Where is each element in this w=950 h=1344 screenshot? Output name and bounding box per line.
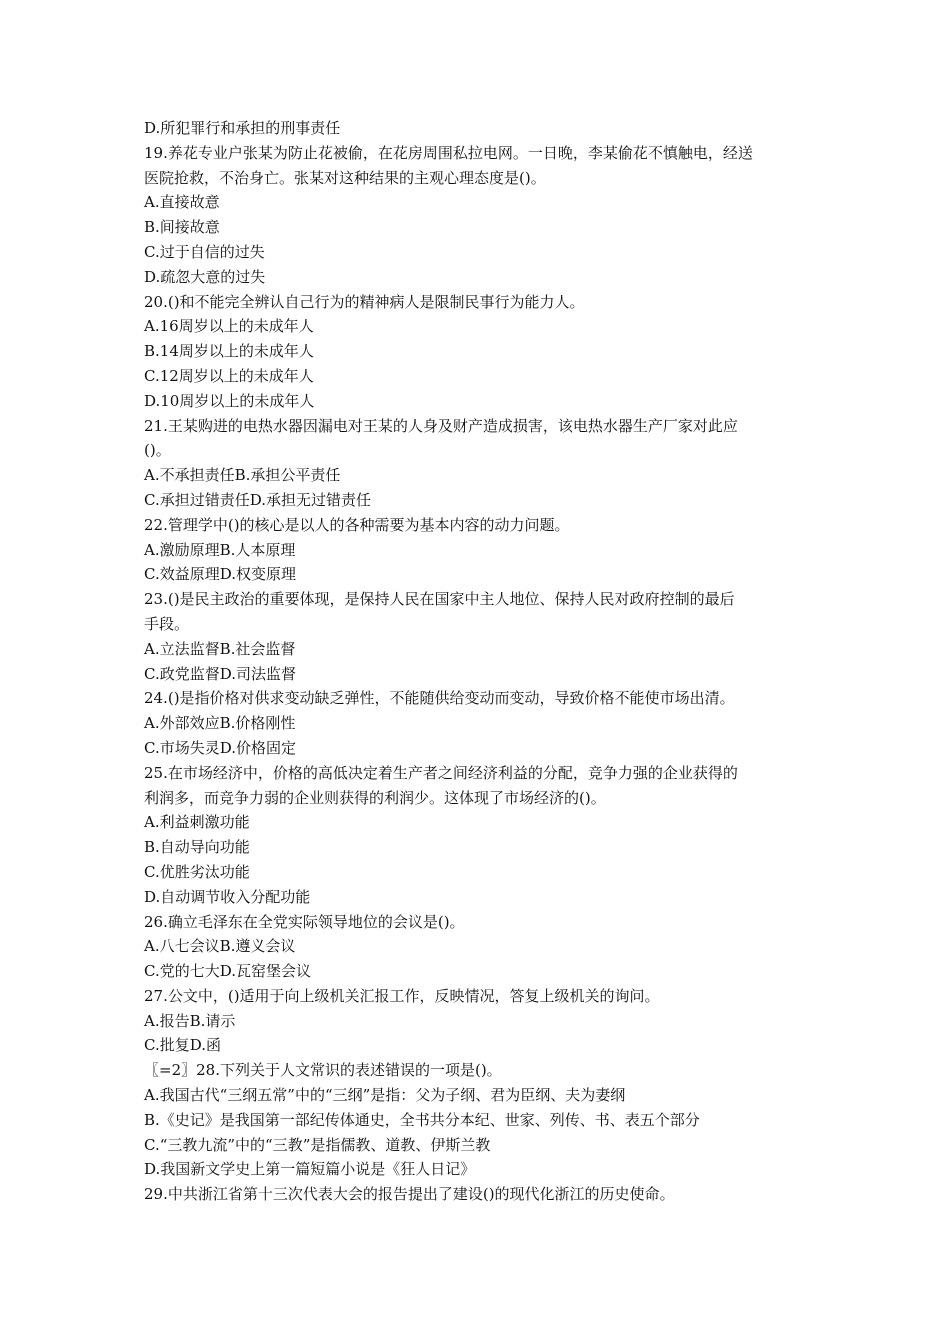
option-line: C.批复D.函 bbox=[144, 1036, 221, 1055]
option-line: D.自动调节收入分配功能 bbox=[144, 887, 311, 906]
option-line: C.党的七大D.瓦窑堡会议 bbox=[144, 962, 311, 981]
option-line: A.外部效应B.价格刚性 bbox=[144, 714, 296, 733]
option-line: B.《史记》是我国第一部纪传体通史，全书共分本纪、世家、列传、书、表五个部分 bbox=[144, 1110, 700, 1129]
question-line-continued: 手段。 bbox=[144, 614, 190, 633]
option-line: B.自动导向功能 bbox=[144, 838, 250, 857]
option-line: A.直接故意 bbox=[144, 193, 220, 212]
question-line: 19.养花专业户张某为防止花被偷，在花房周围私拉电网。一日晚，李某偷花不慎触电，经送 bbox=[144, 143, 753, 162]
option-line: D.我国新文学史上第一篇短篇小说是《狂人日记》 bbox=[144, 1160, 476, 1179]
option-line: C.市场失灵D.价格固定 bbox=[144, 738, 296, 757]
question-line: 〖=2〗28.下列关于人文常识的表述错误的一项是()。 bbox=[144, 1061, 502, 1080]
option-line: A.利益刺激功能 bbox=[144, 813, 250, 832]
question-line: 26.确立毛泽东在全党实际领导地位的会议是()。 bbox=[144, 912, 465, 931]
option-line: C.12周岁以上的未成年人 bbox=[144, 366, 314, 385]
question-line: 22.管理学中()的核心是以人的各种需要为基本内容的动力问题。 bbox=[144, 515, 570, 534]
question-line: 27.公文中，()适用于向上级机关汇报工作，反映情况，答复上级机关的询问。 bbox=[144, 986, 660, 1005]
question-line-continued: 利润多，而竞争力弱的企业则获得的利润少。这体现了市场经济的()。 bbox=[144, 788, 606, 807]
option-line: A.不承担责任B.承担公平责任 bbox=[144, 466, 341, 485]
option-line: C.过于自信的过失 bbox=[144, 242, 265, 261]
option-line: A.立法监督B.社会监督 bbox=[144, 639, 296, 658]
option-line: A.八七会议B.遵义会议 bbox=[144, 937, 296, 956]
option-line: A.我国古代“三纲五常”中的“三纲”是指：父为子纲、君为臣纲、夫为妻纲 bbox=[144, 1086, 626, 1105]
option-line: C.“三教九流”中的“三教”是指儒教、道教、伊斯兰教 bbox=[144, 1135, 491, 1154]
option-line: D.所犯罪行和承担的刑事责任 bbox=[144, 119, 341, 137]
question-line: 24.()是指价格对供求变动缺乏弹性，不能随供给变动而变动，导致价格不能使市场出清。 bbox=[144, 689, 735, 708]
option-line: C.政党监督D.司法监督 bbox=[144, 664, 296, 683]
option-line: D.疏忽大意的过失 bbox=[144, 267, 266, 286]
option-line: B.14周岁以上的未成年人 bbox=[144, 342, 314, 361]
question-line: 29.中共浙江省第十三次代表大会的报告提出了建设()的现代化浙江的历史使命。 bbox=[144, 1185, 675, 1204]
question-line: 25.在市场经济中，价格的高低决定着生产者之间经济利益的分配，竞争力强的企业获得的 bbox=[144, 763, 738, 782]
question-line: 23.()是民主政治的重要体现，是保持人民在国家中主人地位、保持人民对政府控制的最后 bbox=[144, 590, 735, 609]
question-line: 20.()和不能完全辨认自己行为的精神病人是限制民事行为能力人。 bbox=[144, 292, 585, 311]
question-line: 21.王某购进的电热水器因漏电对王某的人身及财产造成损害，该电热水器生产厂家对此应 bbox=[144, 416, 738, 435]
option-line: C.效益原理D.权变原理 bbox=[144, 565, 296, 584]
document-page bbox=[144, 116, 816, 1207]
option-line: A.激励原理B.人本原理 bbox=[144, 540, 296, 559]
question-line-continued: 医院抢救，不治身亡。张某对这种结果的主观心理态度是()。 bbox=[144, 168, 546, 187]
option-line: D.10周岁以上的未成年人 bbox=[144, 391, 315, 410]
option-line: B.间接故意 bbox=[144, 218, 220, 237]
option-line: C.优胜劣汰功能 bbox=[144, 862, 250, 881]
question-line-continued: ()。 bbox=[144, 441, 171, 460]
option-line: A.报告B.请示 bbox=[144, 1011, 236, 1030]
option-line: C.承担过错责任D.承担无过错责任 bbox=[144, 490, 371, 509]
option-line: A.16周岁以上的未成年人 bbox=[144, 317, 314, 336]
